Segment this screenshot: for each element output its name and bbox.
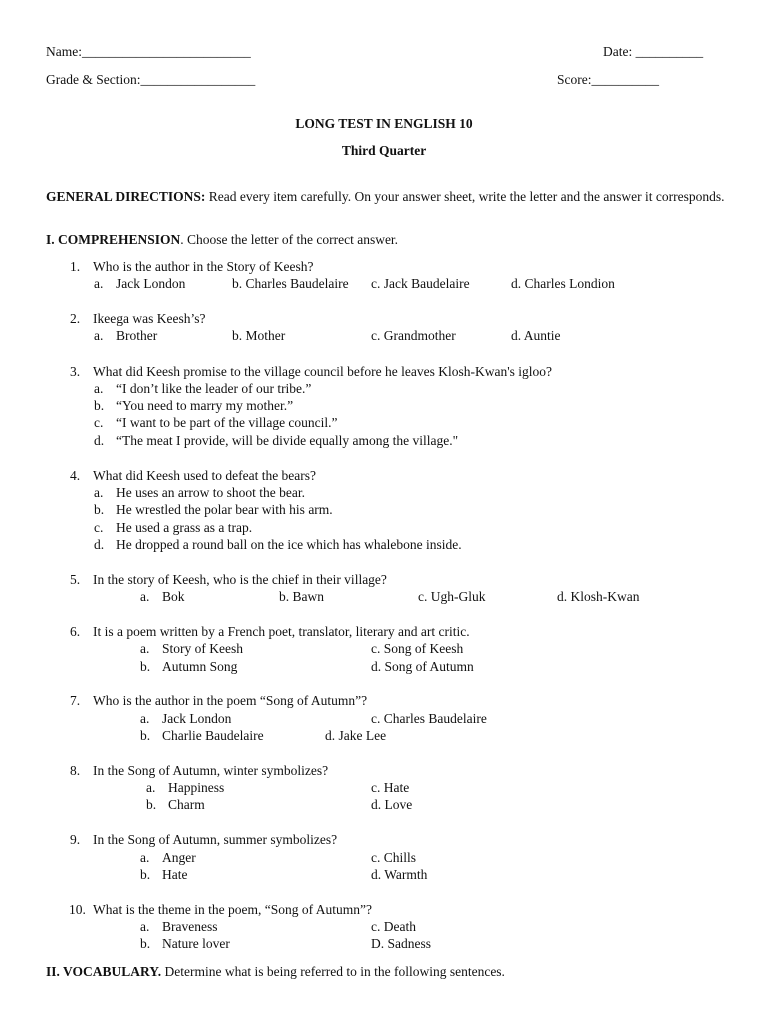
date-field-label: Date: __________ (603, 44, 704, 59)
question-10-choice-a: Braveness (162, 919, 218, 934)
question-6-choice-c: c. Song of Keesh (371, 641, 464, 656)
question-9-choice-b-letter: b. (140, 867, 151, 882)
question-3-choice-a: “I don’t like the leader of our tribe.” (116, 381, 312, 396)
section-comprehension-label: I. COMPREHENSION (46, 232, 181, 247)
question-4-choice-d-letter: d. (94, 537, 105, 552)
section-vocabulary-heading (46, 964, 505, 980)
directions-label: GENERAL DIRECTIONS: (46, 189, 206, 204)
question-6-choice-d: d. Song of Autumn (371, 659, 474, 674)
page-title: LONG TEST IN ENGLISH 10 (295, 116, 473, 131)
question-4-choice-b-letter: b. (94, 502, 105, 517)
section-vocabulary-text: Determine what is being referred to in the following sentences. (161, 964, 505, 979)
name-field-label: Name:_________________________ (46, 44, 251, 59)
question-2-choice-d: d. Auntie (511, 328, 561, 343)
question-9-choice-c: c. Chills (371, 850, 417, 865)
question-7-choice-b-letter: b. (140, 728, 151, 743)
question-8-choice-b-letter: b. (146, 797, 157, 812)
question-5-choice-b: b. Bawn (279, 589, 324, 604)
question-9-choice-b: Hate (162, 867, 188, 882)
question-3-number: 3. (70, 364, 81, 379)
question-7-number: 7. (70, 693, 81, 708)
question-3-choice-c: “I want to be part of the village council.” (116, 415, 338, 430)
question-3-choice-b: “You need to marry my mother.” (116, 398, 294, 413)
question-9-number: 9. (70, 832, 81, 847)
question-1-choice-c: c. Jack Baudelaire (371, 276, 470, 291)
question-8-choice-b: Charm (168, 797, 205, 812)
question-2-text: Ikeega was Keesh’s? (93, 311, 206, 326)
question-6-number: 6. (70, 624, 81, 639)
question-7-choice-d: d. Jake Lee (325, 728, 387, 743)
question-4-choice-b: He wrestled the polar bear with his arm. (116, 502, 333, 517)
question-4-choice-d: He dropped a round ball on the ice which has whalebone inside. (116, 537, 462, 552)
section-comprehension-heading (46, 232, 398, 248)
question-3-choice-a-letter: a. (94, 381, 104, 396)
section-comprehension-text: . Choose the letter of the correct answer. (180, 232, 399, 247)
question-6-choice-a: Story of Keesh (162, 641, 243, 656)
question-2-choice-a-letter: a. (94, 328, 104, 343)
question-5-choice-d: d. Klosh-Kwan (557, 589, 640, 604)
question-9-choice-a-letter: a. (140, 850, 150, 865)
question-9-text: In the Song of Autumn, summer symbolizes? (93, 832, 338, 847)
question-8-choice-c: c. Hate (371, 780, 410, 795)
question-1-text: Who is the author in the Story of Keesh? (93, 259, 314, 274)
question-1-number: 1. (70, 259, 81, 274)
question-5-number: 5. (70, 572, 81, 587)
question-10-choice-b: Nature lover (162, 936, 230, 951)
question-8-choice-a: Happiness (168, 780, 225, 795)
question-1-choice-a-letter: a. (94, 276, 104, 291)
question-1-choice-d: d. Charles Londion (511, 276, 615, 291)
question-10-choice-d: D. Sadness (371, 936, 431, 951)
question-8-number: 8. (70, 763, 81, 778)
question-7-text: Who is the author in the poem “Song of Autumn”? (93, 693, 368, 708)
question-10-number: 10. (69, 902, 86, 917)
question-2-choice-b: b. Mother (232, 328, 286, 343)
question-3-choice-c-letter: c. (94, 415, 104, 430)
question-9-choice-a: Anger (162, 850, 196, 865)
question-4-choice-a-letter: a. (94, 485, 104, 500)
question-10-text: What is the theme in the poem, “Song of Autumn”? (93, 902, 372, 917)
question-7-choice-b: Charlie Baudelaire (162, 728, 264, 743)
page-subtitle: Third Quarter (341, 143, 427, 158)
question-3-text: What did Keesh promise to the village council before he leaves Klosh-Kwan's igloo? (93, 364, 553, 379)
question-2-choice-a: Brother (116, 328, 158, 343)
question-4-number: 4. (70, 468, 81, 483)
question-10-choice-c: c. Death (371, 919, 416, 934)
question-7-choice-a: Jack London (162, 711, 232, 726)
question-4-choice-c: He used a grass as a trap. (116, 520, 253, 535)
question-8-choice-a-letter: a. (146, 780, 156, 795)
general-directions (46, 188, 726, 205)
question-8-choice-d: d. Love (371, 797, 413, 812)
question-8-text: In the Song of Autumn, winter symbolizes? (93, 763, 329, 778)
question-1-choice-b: b. Charles Baudelaire (232, 276, 349, 291)
question-5-text: In the story of Keesh, who is the chief in their village? (93, 572, 387, 587)
question-5-choice-a: Bok (162, 589, 185, 604)
question-5-choice-c: c. Ugh-Gluk (418, 589, 486, 604)
directions-text: Read every item carefully. On your answer sheet, write the letter and the answer it corresponds. (205, 189, 725, 204)
question-10-choice-a-letter: a. (140, 919, 150, 934)
question-1-choice-a: Jack London (116, 276, 186, 291)
grade-section-field-label: Grade & Section:_________________ (46, 72, 256, 87)
question-4-choice-a: He uses an arrow to shoot the bear. (116, 485, 305, 500)
question-10-choice-b-letter: b. (140, 936, 151, 951)
question-6-choice-b-letter: b. (140, 659, 151, 674)
question-3-choice-d-letter: d. (94, 433, 105, 448)
question-6-text: It is a poem written by a French poet, translator, literary and art critic. (93, 624, 470, 639)
question-7-choice-a-letter: a. (140, 711, 150, 726)
section-vocabulary-label: II. VOCABULARY. (46, 964, 162, 979)
question-4-choice-c-letter: c. (94, 520, 104, 535)
question-5-choice-a-letter: a. (140, 589, 150, 604)
question-3-choice-b-letter: b. (94, 398, 105, 413)
question-9-choice-d: d. Warmth (371, 867, 428, 882)
question-7-choice-c: c. Charles Baudelaire (371, 711, 487, 726)
question-2-number: 2. (70, 311, 81, 326)
question-2-choice-c: c. Grandmother (371, 328, 456, 343)
score-field-label: Score:__________ (557, 72, 659, 87)
question-3-choice-d: “The meat I provide, will be divide equally among the village." (116, 433, 459, 448)
question-4-text: What did Keesh used to defeat the bears? (93, 468, 317, 483)
question-6-choice-b: Autumn Song (162, 659, 238, 674)
question-6-choice-a-letter: a. (140, 641, 150, 656)
